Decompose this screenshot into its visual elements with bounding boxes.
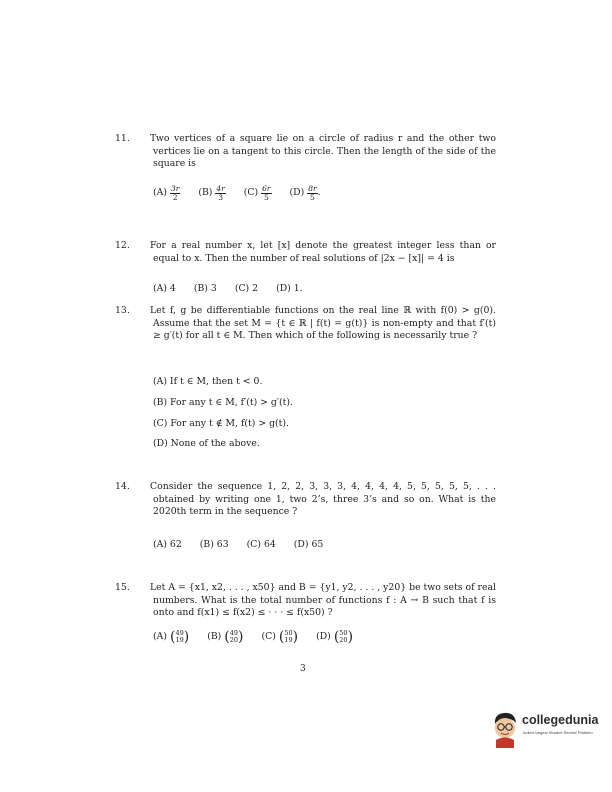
option-b: (B) 3 <box>193 283 217 294</box>
page-number: 3 <box>300 664 306 674</box>
question-15 <box>115 582 496 645</box>
question-13 <box>115 305 496 449</box>
mascot-icon <box>490 710 520 748</box>
option-c: (C) ( 50 19 ) <box>261 629 299 645</box>
question-number: 11. <box>115 133 130 144</box>
question-text: Two vertices of a square lie on a circle of radius r and the other two vertices lie on a tangent to this circle. Then the length of the side of the square is <box>150 133 496 170</box>
collegedunia-logo <box>490 710 608 750</box>
question-number: 13. <box>115 305 130 316</box>
question-number: 15. <box>115 582 130 593</box>
option-a: (A) 62 <box>153 539 182 550</box>
option-d: (D) None of the above. <box>153 438 260 449</box>
option-b: (B) 63 <box>199 539 229 550</box>
options-q14 <box>153 539 341 552</box>
question-text: Let A = {x1, x2, . . . , x50} and B = {y1, y2, . . . , y20} be two sets of real numbers. What is the total number of functions f : A → B such that f is onto and f(x1) ≤ f(x2) ≤ · · · ≤ f(x50) ? <box>150 582 496 619</box>
option-a: (A) If t ∈ M, then t < 0. <box>153 376 263 387</box>
option-a: (A) $\frac{3r}{2}$ <box>153 184 180 202</box>
options-q11 <box>153 185 339 202</box>
option-c: (C) 64 <box>246 539 276 550</box>
question-12 <box>115 240 496 294</box>
option-c: (C) $\frac{6r}{5}$ <box>243 184 271 202</box>
options-q12 <box>153 283 321 296</box>
question-text: For a real number x, let [x] denote the greatest integer less than or equal to x. Then the number of real solutions of |2x − [x]| = 4 is <box>150 240 496 264</box>
logo-tagline: India's largest Student Review Platform <box>523 730 593 735</box>
option-d: (D) $\frac{8r}{5}$ . <box>289 184 321 202</box>
option-b: (B) $\frac{4r}{3}$ <box>198 184 225 202</box>
option-b: (B) ( 49 20 ) <box>207 629 244 645</box>
question-text: Consider the sequence 1, 2, 2, 3, 3, 3, 4, 4, 4, 4, 5, 5, 5, 5, 5, . . . obtained by writing one 1, two 2’s, three 3’s and so on. What is the 2020th term in the sequence ? <box>150 481 496 518</box>
option-d: (D) 1. <box>276 283 303 294</box>
option-a: (A) ( 49 19 ) <box>153 629 190 645</box>
question-number: 14. <box>115 481 130 492</box>
question-11 <box>115 133 496 202</box>
option-b: (B) For any t ∈ M, f′(t) > g′(t). <box>153 397 293 408</box>
option-a: (A) 4 <box>153 283 176 294</box>
option-c: (C) For any t ∉ M, f(t) > g(t). <box>153 418 289 429</box>
logo-name: collegedunia <box>522 713 599 727</box>
option-c: (C) 2 <box>234 283 259 294</box>
options-q15 <box>153 630 371 644</box>
question-text: Let f, g be differentiable functions on the real line ℝ with f(0) > g(0). Assume that the set M = {t ∈ ℝ | f(t) = g(t)} is non-empty and that f′(t) ≥ g′(t) for all t ∈ M. Then which of the following is necessarily true ? <box>150 305 496 342</box>
question-number: 12. <box>115 240 130 251</box>
option-d: (D) ( 50 20 ) <box>316 629 354 645</box>
question-14 <box>115 481 496 550</box>
option-d: (D) 65 <box>293 539 324 550</box>
